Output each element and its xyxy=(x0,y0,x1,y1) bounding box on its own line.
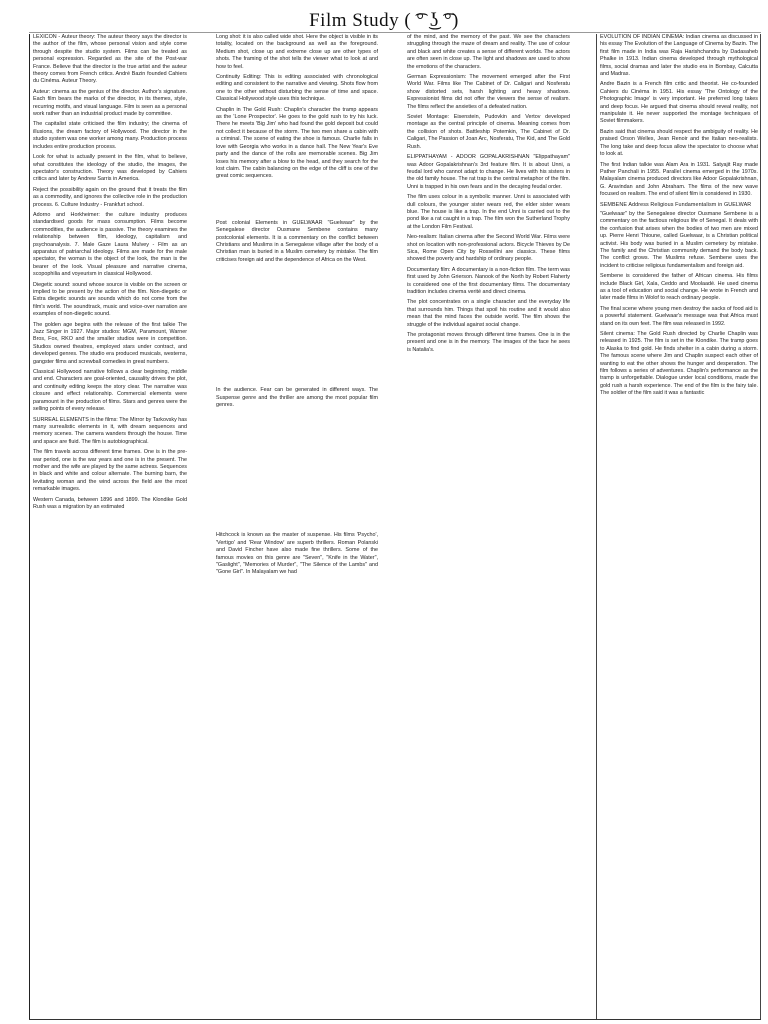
column-1 xyxy=(29,34,189,1020)
paragraph: Soviet Montage: Eisenstein, Pudovkin and Vertov developed montage as the central principle of cinema. Meaning comes from the collision of shots. Battleship Potemkin, The Cabinet of Dr. Caligari, The Passion of Joan Arc, Nosferatu, The Kid, and The Gold Rush. xyxy=(407,114,571,150)
paragraph: LEXICON - Auteur theory: The auteur theory says the director is the author of the film, whose personal vision and style come through despite the studio system. Films can be treated as personal expression. Regarded as the site of the Post-war France. Believe that the director is the true artist and the auteur theory comes from French critics. André Bazin founded Cahiers du Cinéma. Auteur Theory. xyxy=(33,34,187,85)
column-3 xyxy=(404,34,572,1020)
paragraph: Documentary film: A documentary is a non-fiction film. The term was first used by John Grierson. Nanook of the North by Robert Flaherty is considered one of the first documentary films. The documentary tradition includes cinema verité and direct cinema. xyxy=(407,266,570,295)
paragraph: of the mind, and the memory of the past. We see the characters struggling through the maze of dream and reality. The use of colour and black and white creates a sense of different worlds. The actors are often seen in close up. The light and shadows are used to show the emotions of the characters. xyxy=(407,34,570,70)
paragraph: Silent cinema: The Gold Rush directed by Charlie Chaplin was released in 1925. The film is set in the Klondike. The tramp goes to Alaska to find gold. He finds shelter in a cabin during a storm. The famous scene where Jim and Chaplin suspect each other of wanting to eat the other shows the hunger and desperation. The film follows a series of adventures. Chaplin's performance as the tramp is unforgettable. Dialogue under local conditions, made the gold rush a harsh experience. The end of the film is the fairy tale. The soldier of the film said it was a fantastic xyxy=(600,331,758,397)
column-gap xyxy=(213,412,380,532)
paragraph: Long shot: it is also called wide shot. Here the object is visible in its totality, located on the background as well as the foreground. Medium shot, close up and extreme close up are other types of shots. The framing of the shot tells the viewer what to look at and how to feel. xyxy=(216,34,378,70)
paragraph: The film travels across different time frames. One is in the pre-war period, one is the war years and one is in the present. The mother and the wife are played by the same actress. Sequences in black and white and colour alternate. The burning barn, the levitating woman and the wind across the field are the most remarkable images. xyxy=(33,449,187,493)
paragraph: Adorno and Horkheimer: the culture industry produces standardised goods for mass consumption. Films become commodities, the audience is passive. The theory examines the relationship between film, ideology, capitalism and psychoanalysis. 7. Male Gaze Laura Mulvey - Film as an apparatus of patriarchal ideology. Films are made for the male spectator, the woman is the object of the look, the man is the bearer of the look. Visual pleasure and narrative cinema, scopophilia and voyeurism in classical Hollywood. xyxy=(33,211,187,278)
paragraph: The capitalist state criticised the film industry; the cinema of illusions, the dream factory of Hollywood. The director in the studio system was one worker among many. Production process includes entire production process. xyxy=(33,121,187,150)
page-title: Film Study ( ͡° ͜ʖ ͡°) xyxy=(309,10,459,31)
title-divider xyxy=(29,32,761,33)
column-gap xyxy=(213,267,380,387)
paragraph: SURREAL ELEMENTS in the films: The Mirror by Tarkovsky has many surrealistic elements in it, with dream sequences and memory scenes. The camera wanders through the house. Time and space are fluid. The film is autobiographical. xyxy=(33,416,187,445)
paragraph: Hitchcock is known as the master of suspense. His films 'Psycho', 'Vertigo' and 'Rear Window' are superb thrillers. Roman Polanski and David Fincher have also made fine thrillers. Some of the famous movies on this genre are "Seven", "Knife in the Water", "Gaslight", "Memories of Murder", "The Silence of the Lambs" and "Gone Girl". In Malayalam we had xyxy=(216,532,378,576)
paragraph: The first Indian talkie was Alam Ara in 1931. Satyajit Ray made Pather Panchali in 1955. Parallel cinema emerged in the 1970s. Malayalam cinema produced directors like Adoor Gopalakrishnan, G. Aravindan and John Abraham. The films of the new wave focused on realism. The end of silent film is considered in 1930. xyxy=(600,161,758,198)
paragraph: "Guelwaar" by the Senegalese director Ousmane Sembene is a commentary on the factious religious life of Senegal. It deals with the confusion that arises when the bodies of two men are mixed up. Pierre Henri Thioune, called Guelwaar, is a Christian political activist. His body was buried in a Muslim cemetery by mistake. The family and the Christian community demand the body back. The conflict grows. The Muslims refuse. Sembene uses the incident to criticise religious fundamentalism and foreign aid. xyxy=(600,210,758,269)
paragraph: Western Canada, between 1896 and 1899. The Klondike Gold Rush was a migration by an estimated xyxy=(33,496,187,510)
paragraph: Chaplin in The Gold Rush: Chaplin's character the tramp appears as the 'Lone Prospector'. He goes to the gold rush to try his luck. There he meets 'Big Jim' who had found the gold deposit but could not collect it because of the storm. The two men share a cabin with a criminal. The scene of eating the shoe is famous. Charlie falls in love with Georgia who works in a dance hall. The New Year's Eve party and the dance of the rolls are memorable scenes. Big Jim loses his memory after a blow to the head, and they search for the lost claim. The cabin balancing on the edge of the cliff is one of the great comic sequences. xyxy=(216,106,378,180)
paragraph: The protagonist moves through different time frames. One is in the present and one is in the memory. The images of the face he sees is Natalia's. xyxy=(407,332,570,353)
column-4 xyxy=(596,34,761,1020)
paragraph: Neo-realism: Italian cinema after the Second World War. Films were shot on location with non-professional actors. Bicycle Thieves by De Sica, Rome Open City by Rossellini are classics. These films showed the poverty and hardship of ordinary people. xyxy=(407,234,570,263)
paragraph: Reject the possibility again on the ground that it treats the film as a commodity, and ignores the collective role in the production process. 6. Culture Industry - Frankfurt school. xyxy=(33,186,187,208)
page-bottom-rule xyxy=(29,1019,761,1020)
paragraph: Classical Hollywood narrative follows a clear beginning, middle and end. Characters are goal-oriented, causality drives the plot, and continuity editing keeps the story clear. The narrative was closure and effect relationship. Commercial elements were paramount in the production of films. Stars and genres were the selling points of every release. xyxy=(33,369,187,413)
paragraph: The plot concentrates on a single character and the everyday life that surrounds him. Things that spoil his routine and it would also mean that the mind faces the outside world. The film shows the struggle of the individual against social change. xyxy=(407,299,570,328)
paragraph: The golden age begins with the release of the first talkie The Jazz Singer in 1927. Major studios: MGM, Paramount, Warner Bros, Fox, RKO and the smaller studios were in competition. Studios owned theatres, employed stars under contract, and developed genres. The studio era produced musicals, westerns, gangster films and screwball comedies in great numbers. xyxy=(33,321,187,365)
column-gap xyxy=(213,184,380,220)
paragraph: Andre Bazin is a French film critic and theorist. He co-founded Cahiers du Cinéma in 1951. His essay 'The Ontology of the Photographic Image' is very important. He preferred long takes and deep focus. He argued that cinema should reveal reality, not manipulate it. He never supported the montage techniques of Soviet filmmakers. xyxy=(600,81,758,125)
paragraph: The film uses colour in a symbolic manner. Unni is associated with dull colours, the younger sister wears red, the elder sister wears blue. The house is like a trap. In the end Unni is carried out to the pond like a rat caught in a trap. The film won the Sutherland Trophy at the London Film Festival. xyxy=(407,194,570,230)
paragraph: The final scene where young men destroy the sacks of food aid is a powerful statement. Guelwaar's message was that Africa must stand on its own feet. The film was released in 1992. xyxy=(600,305,758,327)
paragraph: German Expressionism: The movement emerged after the First World War. Films like The Cabinet of Dr. Caligari and Nosferatu show distorted sets, harsh lighting and heavy shadows. Expressionist films did not offer the viewers the sense of realism. The films reflect the anxieties of a defeated nation. xyxy=(407,74,570,110)
paragraph: Look for what is actually present in the film, what to believe, what constitutes the ideology of the studio, the images, the spectator's construction. Theory was developed by Cahiers critics and later by Andrew Sarris in America. xyxy=(33,154,187,183)
paragraph: ELIPPATHAYAM - ADOOR GOPALAKRISHNAN "Elippathayam" was Adoor Gopalakrishnan's 3rd feature film. It is about Unni, a feudal lord who cannot adapt to change. He lives with his sisters in the old family house. The rat trap is the central metaphor of the film. Unni is trapped in his own fears and in the decaying feudal order. xyxy=(407,154,570,190)
paragraph: EVOLUTION OF INDIAN CINEMA: Indian cinema as discussed in his essay The Evolution of the Language of Cinema by Bazin. The first film made in India was Raja Harishchandra by Dadasaheb Phalke in 1913. Indian cinema developed through mythological films, social dramas and later the studio era in Bombay, Calcutta and Madras. xyxy=(600,34,758,78)
paragraph: Diegetic sound: sound whose source is visible on the screen or implied to be present by the action of the film. Non-diegetic or Extra diegetic sounds are sounds which do not come from the film's world. The soundtrack, music and voice-over narration are examples of non-diegetic sound. xyxy=(33,281,187,318)
paragraph: Continuity Editing: This is editing associated with chronological editing and consistent to the narrative and viewing. Shots flow from one to the other without disturbing the sense of time and space. Classical Hollywood style uses this technique. xyxy=(216,74,378,103)
text-columns xyxy=(29,34,761,1020)
paragraph: Auteur: cinema as the genius of the director. Author's signature. Each film bears the marks of the director, in its themes, style, recurring motifs, and visual language. Film is seen as a personal work rather than an industrial product made by committee. xyxy=(33,88,187,118)
section-heading: SEMBENE Address Religious Fundamentalism in GUELWAR xyxy=(600,201,752,208)
paragraph: Post colonial Elements in GUELWAAR "Guelwaar" by the Senegalese director Ousmane Sembene contains many postcolonial elements. It is a commentary on the conflict between Christians and Muslims in a Senegalese village after the body of a Christian man is buried in a Muslim cemetery by mistake. The film criticises foreign aid and the dependence of Africa on the West. xyxy=(216,219,378,263)
paragraph: In the audience. Fear can be generated in different ways. The Suspense genre and the thriller are among the most popular film genres. xyxy=(216,387,378,408)
paragraph: Sembene is considered the father of African cinema. His films include Black Girl, Xala, Ceddo and Moolaadé. He used cinema as a tool of education and social change. He wrote in French and later made films in Wolof to reach ordinary people. xyxy=(600,273,758,302)
paragraph: Bazin said that cinema should respect the ambiguity of reality. He praised Orson Welles, Jean Renoir and the Italian neo-realists. The long take and deep focus allow the spectator to choose what to look at. xyxy=(600,128,758,158)
column-2 xyxy=(213,34,380,1020)
